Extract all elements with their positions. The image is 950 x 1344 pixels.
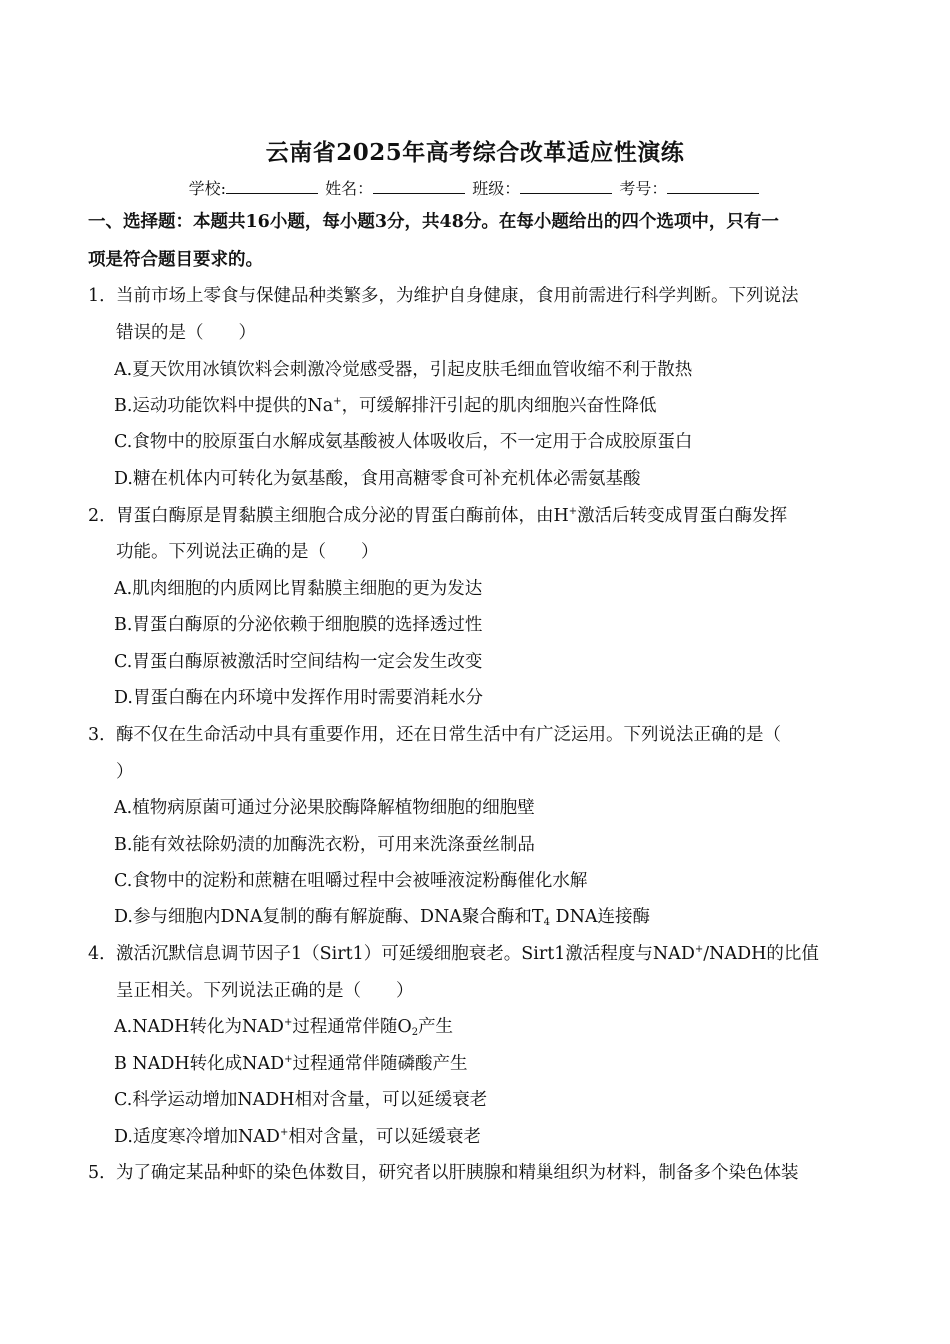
question-4-option-c: C.科学运动增加NADH相对含量，可以延缓衰老 bbox=[114, 1090, 488, 1110]
class-label: 班级： bbox=[472, 179, 521, 198]
question-4-stem: 4．激活沉默信息调节因子1（Sirt1）可延缓细胞衰老。Sirt1激活程度与NAD+/NADH的比值 bbox=[88, 944, 819, 964]
section-heading-line-2: 项是符合题目要求的。 bbox=[88, 250, 263, 270]
question-number: 5． bbox=[88, 1163, 117, 1183]
question-2-option-c: C.胃蛋白酶原被激活时空间结构一定会发生改变 bbox=[114, 652, 483, 672]
question-3-stem: 3．酶不仅在生命活动中具有重要作用，还在日常生活中有广泛运用。下列说法正确的是（ bbox=[88, 725, 781, 745]
student-info-line bbox=[0, 176, 950, 199]
question-3-stem-cont: ） bbox=[116, 762, 134, 782]
question-number: 1． bbox=[88, 286, 117, 306]
question-3-option-b: B.能有效祛除奶渍的加酶洗衣粉，可用来洗涤蚕丝制品 bbox=[114, 835, 535, 855]
question-3-option-c: C.食物中的淀粉和蔗糖在咀嚼过程中会被唾液淀粉酶催化水解 bbox=[114, 871, 588, 891]
question-3-option-a: A.植物病原菌可通过分泌果胶酶降解植物细胞的细胞壁 bbox=[114, 798, 535, 818]
name-label: 姓名： bbox=[325, 179, 374, 198]
question-1-option-b: B.运动功能饮料中提供的Na+，可缓解排汗引起的肌肉细胞兴奋性降低 bbox=[114, 396, 657, 416]
section-heading-line-1: 一、选择题：本题共16小题，每小题3分，共48分。在每小题给出的四个选项中，只有一 bbox=[88, 212, 779, 232]
question-1-stem: 1．当前市场上零食与保健品种类繁多，为维护自身健康，食用前需进行科学判断。下列说法 bbox=[88, 286, 799, 306]
question-1-option-a: A.夏天饮用冰镇饮料会刺激冷觉感受器，引起皮肤毛细血管收缩不利于散热 bbox=[114, 360, 693, 380]
question-1-option-c: C.食物中的胶原蛋白水解成氨基酸被人体吸收后，不一定用于合成胶原蛋白 bbox=[114, 432, 693, 452]
exam-number-blank[interactable] bbox=[667, 179, 759, 194]
question-number: 3． bbox=[88, 725, 117, 745]
question-3-option-d: D.参与细胞内DNA复制的酶有解旋酶、DNA聚合酶和$T_4$ DNA连接酶 bbox=[114, 907, 651, 928]
exam-number-label: 考号： bbox=[619, 179, 668, 198]
question-2-option-a: A.肌肉细胞的内质网比胃黏膜主细胞的更为发达 bbox=[114, 579, 483, 599]
question-number: 2． bbox=[88, 506, 117, 526]
question-4-option-b: B NADH转化成NAD+过程通常伴随磷酸产生 bbox=[114, 1054, 468, 1074]
question-1-stem-cont: 错误的是（ ） bbox=[116, 323, 256, 343]
question-2-stem: 2．胃蛋白酶原是胃黏膜主细胞合成分泌的胃蛋白酶前体，由H+激活后转变成胃蛋白酶发挥 bbox=[88, 506, 788, 526]
question-2-option-d: D.胃蛋白酶在内环境中发挥作用时需要消耗水分 bbox=[114, 688, 483, 708]
name-blank[interactable] bbox=[373, 179, 465, 194]
page-title: 云南省2025年高考综合改革适应性演练 bbox=[265, 139, 685, 166]
question-1-option-d: D.糖在机体内可转化为氨基酸，食用高糖零食可补充机体必需氨基酸 bbox=[114, 469, 641, 489]
school-blank[interactable] bbox=[226, 179, 318, 194]
question-2-stem-cont: 功能。下列说法正确的是（ ） bbox=[116, 542, 379, 562]
class-blank[interactable] bbox=[520, 179, 612, 194]
question-4-option-a: A.NADH转化为NAD+过程通常伴随$O_2$产生 bbox=[114, 1017, 454, 1038]
school-label: 学校: bbox=[188, 179, 227, 198]
question-4-stem-cont: 呈正相关。下列说法正确的是（ ） bbox=[116, 981, 414, 1001]
question-number: 4． bbox=[88, 944, 117, 964]
question-5-stem: 5．为了确定某品种虾的染色体数目，研究者以肝胰腺和精巢组织为材料，制备多个染色体装 bbox=[88, 1163, 799, 1183]
question-2-option-b: B.胃蛋白酶原的分泌依赖于细胞膜的选择透过性 bbox=[114, 615, 483, 635]
question-4-option-d: D.适度寒冷增加NAD+相对含量，可以延缓衰老 bbox=[114, 1127, 481, 1147]
